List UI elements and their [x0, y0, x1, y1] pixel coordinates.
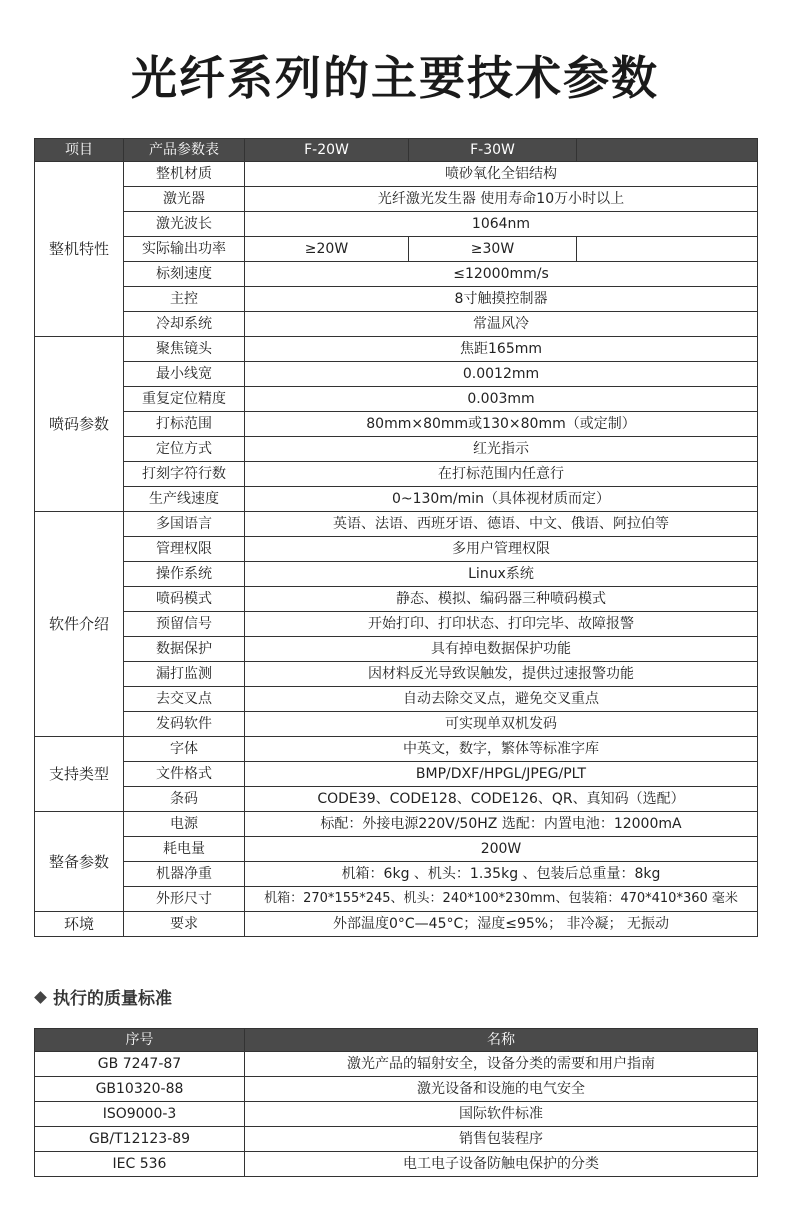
- param-value: 开始打印、打印状态、打印完毕、故障报警: [245, 612, 758, 637]
- section-label: 环境: [35, 912, 124, 937]
- spec-row: [35, 612, 758, 637]
- param-label: 电源: [124, 812, 245, 837]
- spec-row: [35, 537, 758, 562]
- spec-row: [35, 887, 758, 912]
- param-value: Linux系统: [245, 562, 758, 587]
- spec-row: [35, 287, 758, 312]
- param-value: 中英文，数字，繁体等标准字库: [245, 737, 758, 762]
- spec-row: [35, 837, 758, 862]
- section-label: 支持类型: [35, 737, 124, 812]
- standards-row: [35, 1102, 758, 1127]
- param-label: 打标范围: [124, 412, 245, 437]
- param-label: 要求: [124, 912, 245, 937]
- standard-number: GB10320-88: [35, 1077, 245, 1102]
- param-value: 1064nm: [245, 212, 758, 237]
- spec-row: [35, 212, 758, 237]
- param-label: 主控: [124, 287, 245, 312]
- param-label: 预留信号: [124, 612, 245, 637]
- standard-number: ISO9000-3: [35, 1102, 245, 1127]
- spec-row: [35, 862, 758, 887]
- standards-heading-text: 执行的质量标准: [53, 989, 172, 1009]
- spec-row: [35, 787, 758, 812]
- param-label: 去交叉点: [124, 687, 245, 712]
- param-value: 常温风冷: [245, 312, 758, 337]
- param-value: 自动去除交叉点，避免交叉重点: [245, 687, 758, 712]
- spec-row: [35, 762, 758, 787]
- param-label: 管理权限: [124, 537, 245, 562]
- param-label: 冷却系统: [124, 312, 245, 337]
- param-label: 数据保护: [124, 637, 245, 662]
- param-value: 外部温度0°C—45°C；湿度≤95%； 非冷凝； 无振动: [245, 912, 758, 937]
- param-value: 0~130m/min（具体视材质而定）: [245, 487, 758, 512]
- section-label: 整备参数: [35, 812, 124, 912]
- param-label: 打刻字符行数: [124, 462, 245, 487]
- spec-row: [35, 162, 758, 187]
- param-value: ≤12000mm/s: [245, 262, 758, 287]
- param-value: 红光指示: [245, 437, 758, 462]
- section-label: 软件介绍: [35, 512, 124, 737]
- standards-row: [35, 1077, 758, 1102]
- param-value: 200W: [245, 837, 758, 862]
- param-value: 0.0012mm: [245, 362, 758, 387]
- section-label: 喷码参数: [35, 337, 124, 512]
- spec-table: [34, 138, 758, 937]
- header-blank: [577, 139, 758, 162]
- spec-row: [35, 687, 758, 712]
- param-label: 整机材质: [124, 162, 245, 187]
- spec-row: [35, 262, 758, 287]
- param-value: BMP/DXF/HPGL/JPEG/PLT: [245, 762, 758, 787]
- param-value: 英语、法语、西班牙语、德语、中文、俄语、阿拉伯等: [245, 512, 758, 537]
- param-value: 8寸触摸控制器: [245, 287, 758, 312]
- param-label: 机器净重: [124, 862, 245, 887]
- page-title: 光纤系列的主要技术参数: [131, 51, 659, 105]
- standard-number: GB/T12123-89: [35, 1127, 245, 1152]
- spec-row: [35, 462, 758, 487]
- spec-row: [35, 637, 758, 662]
- header-model-f30w: F-30W: [409, 139, 577, 162]
- standard-name: 电工电子设备防触电保护的分类: [245, 1152, 758, 1177]
- param-label: 字体: [124, 737, 245, 762]
- param-label: 最小线宽: [124, 362, 245, 387]
- standard-number: GB 7247-87: [35, 1052, 245, 1077]
- standards-row: [35, 1127, 758, 1152]
- param-label: 标刻速度: [124, 262, 245, 287]
- standard-number: IEC 536: [35, 1152, 245, 1177]
- header-no: 序号: [35, 1029, 245, 1052]
- spec-row: [35, 337, 758, 362]
- param-value: 在打标范围内任意行: [245, 462, 758, 487]
- param-value: 因材料反光导致误触发，提供过速报警功能: [245, 662, 758, 687]
- header-name: 名称: [245, 1029, 758, 1052]
- spec-row: [35, 812, 758, 837]
- param-value: 80mm×80mm或130×80mm（或定制）: [245, 412, 758, 437]
- spec-row: [35, 187, 758, 212]
- param-label: 定位方式: [124, 437, 245, 462]
- param-label: 激光器: [124, 187, 245, 212]
- standards-body: [35, 1052, 758, 1177]
- standard-name: 国际软件标准: [245, 1102, 758, 1127]
- param-value: 可实现单双机发码: [245, 712, 758, 737]
- standard-name: 激光产品的辐射安全，设备分类的需要和用户指南: [245, 1052, 758, 1077]
- spec-row: [35, 662, 758, 687]
- spec-row: [35, 437, 758, 462]
- standards-row: [35, 1052, 758, 1077]
- param-label: 文件格式: [124, 762, 245, 787]
- param-value: 多用户管理权限: [245, 537, 758, 562]
- param-value: 光纤激光发生器 使用寿命10万小时以上: [245, 187, 758, 212]
- spec-row: [35, 737, 758, 762]
- spec-row: [35, 587, 758, 612]
- param-value: 0.003mm: [245, 387, 758, 412]
- header-model-f20w: F-20W: [245, 139, 409, 162]
- param-label: 多国语言: [124, 512, 245, 537]
- param-label: 耗电量: [124, 837, 245, 862]
- spec-row: [35, 912, 758, 937]
- param-value: 具有掉电数据保护功能: [245, 637, 758, 662]
- spec-row: [35, 512, 758, 537]
- standards-heading: [36, 984, 172, 1009]
- spec-header-row: [35, 139, 758, 162]
- spec-row: [35, 387, 758, 412]
- param-value: 喷砂氧化全铝结构: [245, 162, 758, 187]
- param-label: 激光波长: [124, 212, 245, 237]
- spec-row: [35, 362, 758, 387]
- param-label: 生产线速度: [124, 487, 245, 512]
- param-value-blank: [577, 237, 758, 262]
- section-label: 整机特性: [35, 162, 124, 337]
- header-param: 产品参数表: [124, 139, 245, 162]
- param-value: 静态、模拟、编码器三种喷码模式: [245, 587, 758, 612]
- param-label: 喷码模式: [124, 587, 245, 612]
- spec-row: [35, 712, 758, 737]
- param-value: 机箱：270*155*245、机头：240*100*230mm、包装箱：470*410*360 毫米: [245, 887, 758, 912]
- param-value: 标配：外接电源220V/50HZ 选配：内置电池：12000mA: [245, 812, 758, 837]
- standards-row: [35, 1152, 758, 1177]
- spec-row: [35, 562, 758, 587]
- standard-name: 激光设备和设施的电气安全: [245, 1077, 758, 1102]
- spec-row: [35, 312, 758, 337]
- spec-body: [35, 162, 758, 937]
- param-label: 发码软件: [124, 712, 245, 737]
- param-label: 外形尺寸: [124, 887, 245, 912]
- param-value-f30w: ≥30W: [409, 237, 577, 262]
- param-value: 机箱：6kg 、机头：1.35kg 、包装后总重量：8kg: [245, 862, 758, 887]
- spec-row: [35, 487, 758, 512]
- param-label: 漏打监测: [124, 662, 245, 687]
- standard-name: 销售包装程序: [245, 1127, 758, 1152]
- param-label: 重复定位精度: [124, 387, 245, 412]
- standards-header-row: [35, 1029, 758, 1052]
- param-label: 实际输出功率: [124, 237, 245, 262]
- param-label: 条码: [124, 787, 245, 812]
- param-value: CODE39、CODE128、CODE126、QR、真知码（选配）: [245, 787, 758, 812]
- spec-row: [35, 237, 758, 262]
- param-value: 焦距165mm: [245, 337, 758, 362]
- param-label: 聚焦镜头: [124, 337, 245, 362]
- spec-row: [35, 412, 758, 437]
- header-item: 项目: [35, 139, 124, 162]
- standards-table: [34, 1028, 758, 1177]
- param-label: 操作系统: [124, 562, 245, 587]
- diamond-icon: [34, 991, 47, 1004]
- param-value-f20w: ≥20W: [245, 237, 409, 262]
